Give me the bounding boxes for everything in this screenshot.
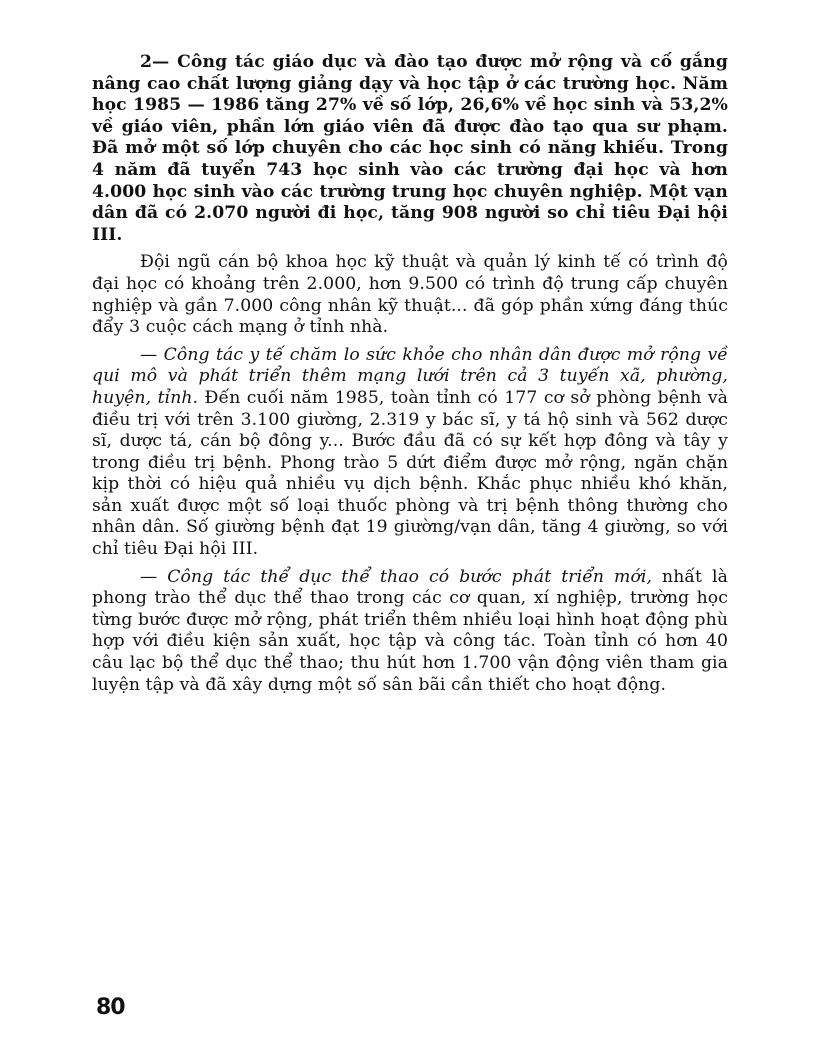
paragraph-health-text: Đến cuối năm 1985, toàn tỉnh có 177 cơ sở phòng bệnh và điều trị với trên 3.100 giường, 2.319 y bác sĩ, y tá hộ sinh và 562 dược sĩ, dược tá, cán bộ đông y... Bước đầu đã có sự kết hợp đông và tây y trong điều trị bệnh. Phong trào 5 dứt điểm được mở rộng, ngăn chặn kịp thời có hiệu quả nhiều vụ dịch bệnh. Khắc phục nhiều khó khăn, sản xuất được một số loại thuốc phòng và trị bệnh thông thường cho nhân dân. Số giường bệnh đạt 19 giường/vạn dân, tăng 4 giường, so với chỉ tiêu Đại hội III.: [92, 387, 728, 560]
paragraph-cadres-text: Đội ngũ cán bộ khoa học kỹ thuật và quản lý kinh tế có trình độ đại học có khoảng trên 2.000, hơn 9.500 có trình độ trung cấp chuyên nghiệp và gần 7.000 công nhân kỹ thuật... đã góp phần xứng đáng thúc đẩy 3 cuộc cách mạng ở tỉnh nhà.: [92, 252, 728, 338]
paragraph-cadres: [92, 252, 728, 338]
paragraph-education: [92, 52, 728, 246]
paragraph-sports-text: nhất là phong trào thể dục thể thao trong các cơ quan, xí nghiệp, trường học từng bước được mở rộng, phát triển thêm nhiều loại hình hoạt động phù hợp với điều kiện sản xuất, học tập và công tác. Toàn tỉnh có hơn 40 câu lạc bộ thể dục thể thao; thu hút hơn 1.700 vận động viên tham gia luyện tập và đã xây dựng một số sân bãi cần thiết cho hoạt động.: [92, 566, 728, 695]
paragraph-sports-lead: — Công tác thể dục thể thao có bước phát triển mới,: [140, 566, 653, 587]
document-page: [92, 52, 728, 696]
paragraph-health-lead: — Công tác y tế chăm lo sức khỏe cho nhân dân được mở rộng về qui mô và phát triển thêm mạng lưới trên cả 3 tuyến xã, phường, huyện, tỉnh.: [92, 344, 728, 408]
paragraph-education-text: 2— Công tác giáo dục và đào tạo được mở rộng và cố gắng nâng cao chất lượng giảng dạy và học tập ở các trường học. Năm học 1985 — 1986 tăng 27% về số lớp, 26,6% về học sinh và 53,2% về giáo viên, phần lớn giáo viên đã được đào tạo qua sư phạm. Đã mở một số lớp chuyên cho các học sinh có năng khiếu. Trong 4 năm đã tuyển 743 học sinh vào các trường đại học và hơn 4.000 học sinh vào các trường trung học chuyên nghiệp. Một vạn dân đã có 2.070 người đi học, tăng 908 người so chỉ tiêu Đại hội III.: [92, 52, 728, 245]
page-number: 80: [96, 995, 125, 1020]
paragraph-sports: [92, 567, 728, 697]
paragraph-health: [92, 345, 728, 561]
